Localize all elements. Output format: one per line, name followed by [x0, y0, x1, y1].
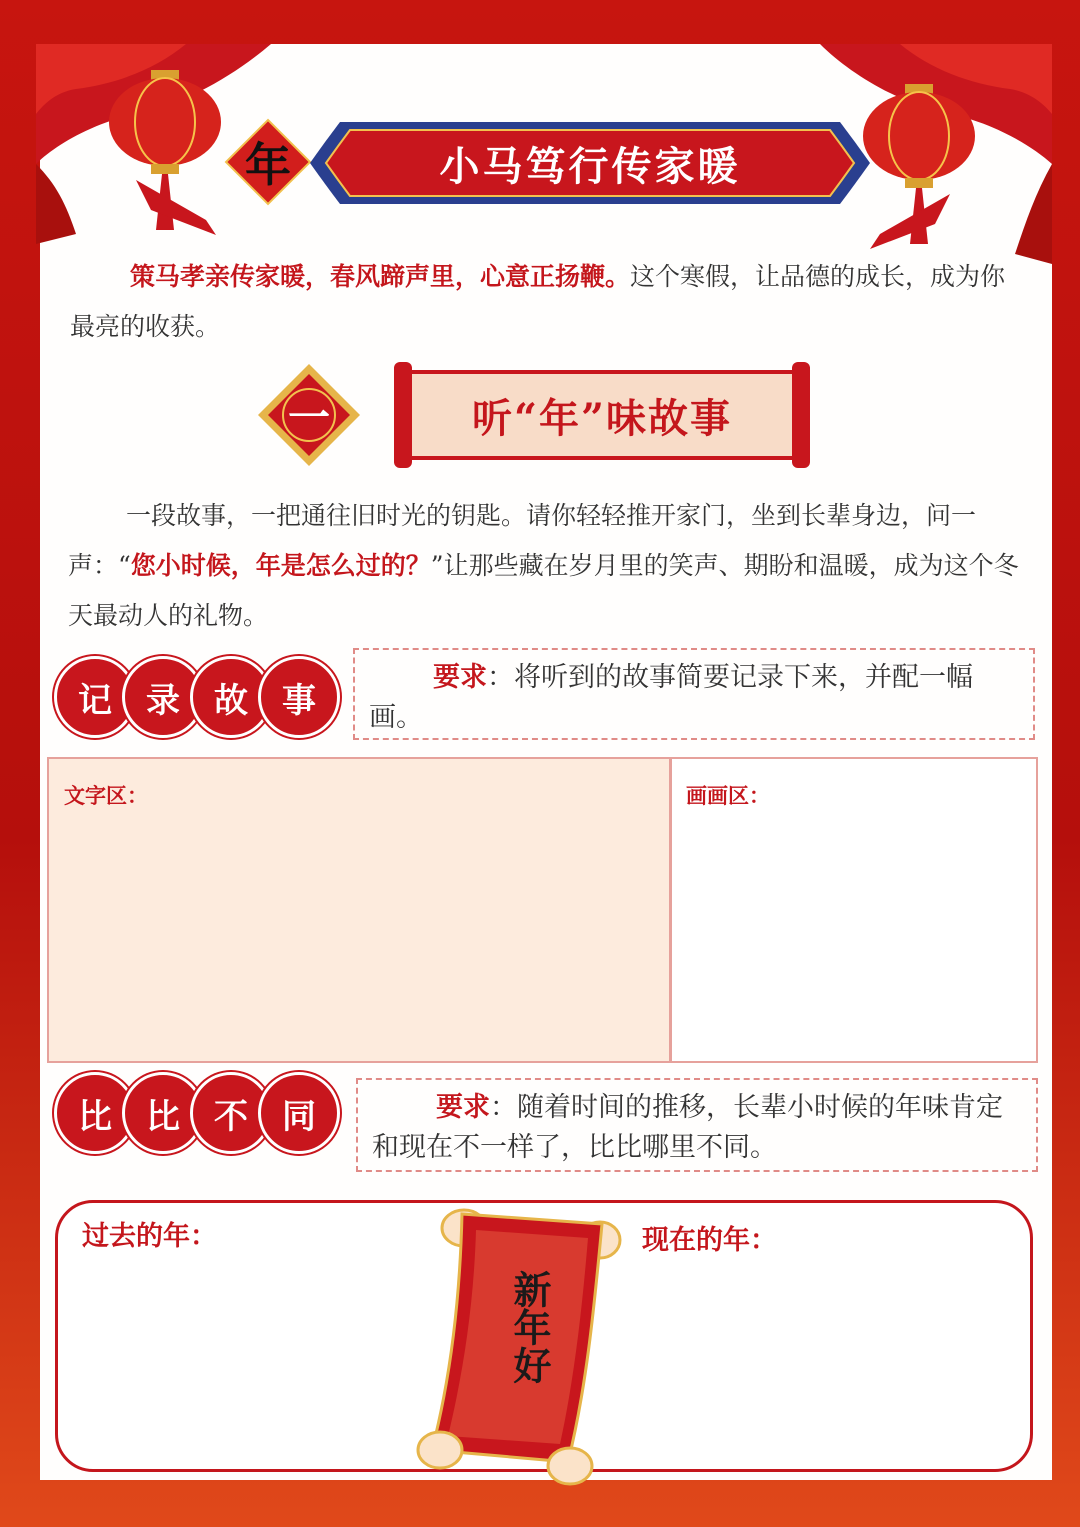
label-char: 比 [122, 1072, 204, 1154]
intro-highlight: 策马孝亲传家暖，春风蹄声里，心意正扬鞭。 [130, 262, 631, 291]
requirement-label: 要求 [436, 1092, 490, 1123]
past-year-label: 过去的年： [82, 1221, 217, 1252]
lantern-left-icon [96, 70, 236, 240]
label-char: 故 [190, 656, 272, 738]
intro-paragraph [70, 252, 1030, 352]
requirement-label: 要求 [433, 662, 487, 693]
record-story-label [54, 656, 326, 738]
label-char: 事 [258, 656, 340, 738]
story-text-2: ”让那些藏在岁月里的笑声、期盼和温暖，成为这个冬天最动人的礼物。 [68, 551, 1019, 630]
new-year-greeting: 新年好 [507, 1270, 552, 1384]
compare-label [54, 1072, 326, 1154]
drawing-area-label: 画画区： [686, 783, 770, 808]
lantern-right-icon [850, 84, 990, 254]
label-char: 同 [258, 1072, 340, 1154]
current-year-label: 现在的年： [642, 1225, 777, 1256]
label-char: 比 [54, 1072, 136, 1154]
requirement-text: ：将听到的故事简要记录下来，并配一幅画。 [369, 662, 973, 733]
intro-text: 这个寒假，让品德的成长，成为你最亮的收获。 [70, 262, 1006, 341]
section-title: 听“年”味故事 [471, 394, 732, 442]
label-char: 记 [54, 656, 136, 738]
label-char: 不 [190, 1072, 272, 1154]
page-title: 小马笃行传家暖 [439, 142, 741, 190]
requirement-text: ：随着时间的推移，长辈小时候的年味肯定和现在不一样了，比比哪里不同。 [372, 1092, 1003, 1163]
text-area-label: 文字区： [64, 783, 148, 808]
nian-badge-text: 年 [245, 138, 291, 192]
story-text-1: 一段故事，一把通往旧时光的钥匙。请你轻轻推开家门，坐到长辈身边，问一声：“ [68, 501, 977, 580]
story-highlight: 您小时候，年是怎么过的？ [130, 551, 431, 580]
story-paragraph [68, 491, 1034, 641]
compare-requirement-box [356, 1078, 1038, 1172]
section-number: 一 [287, 393, 330, 442]
record-requirement-box [353, 648, 1035, 740]
label-char: 录 [122, 656, 204, 738]
